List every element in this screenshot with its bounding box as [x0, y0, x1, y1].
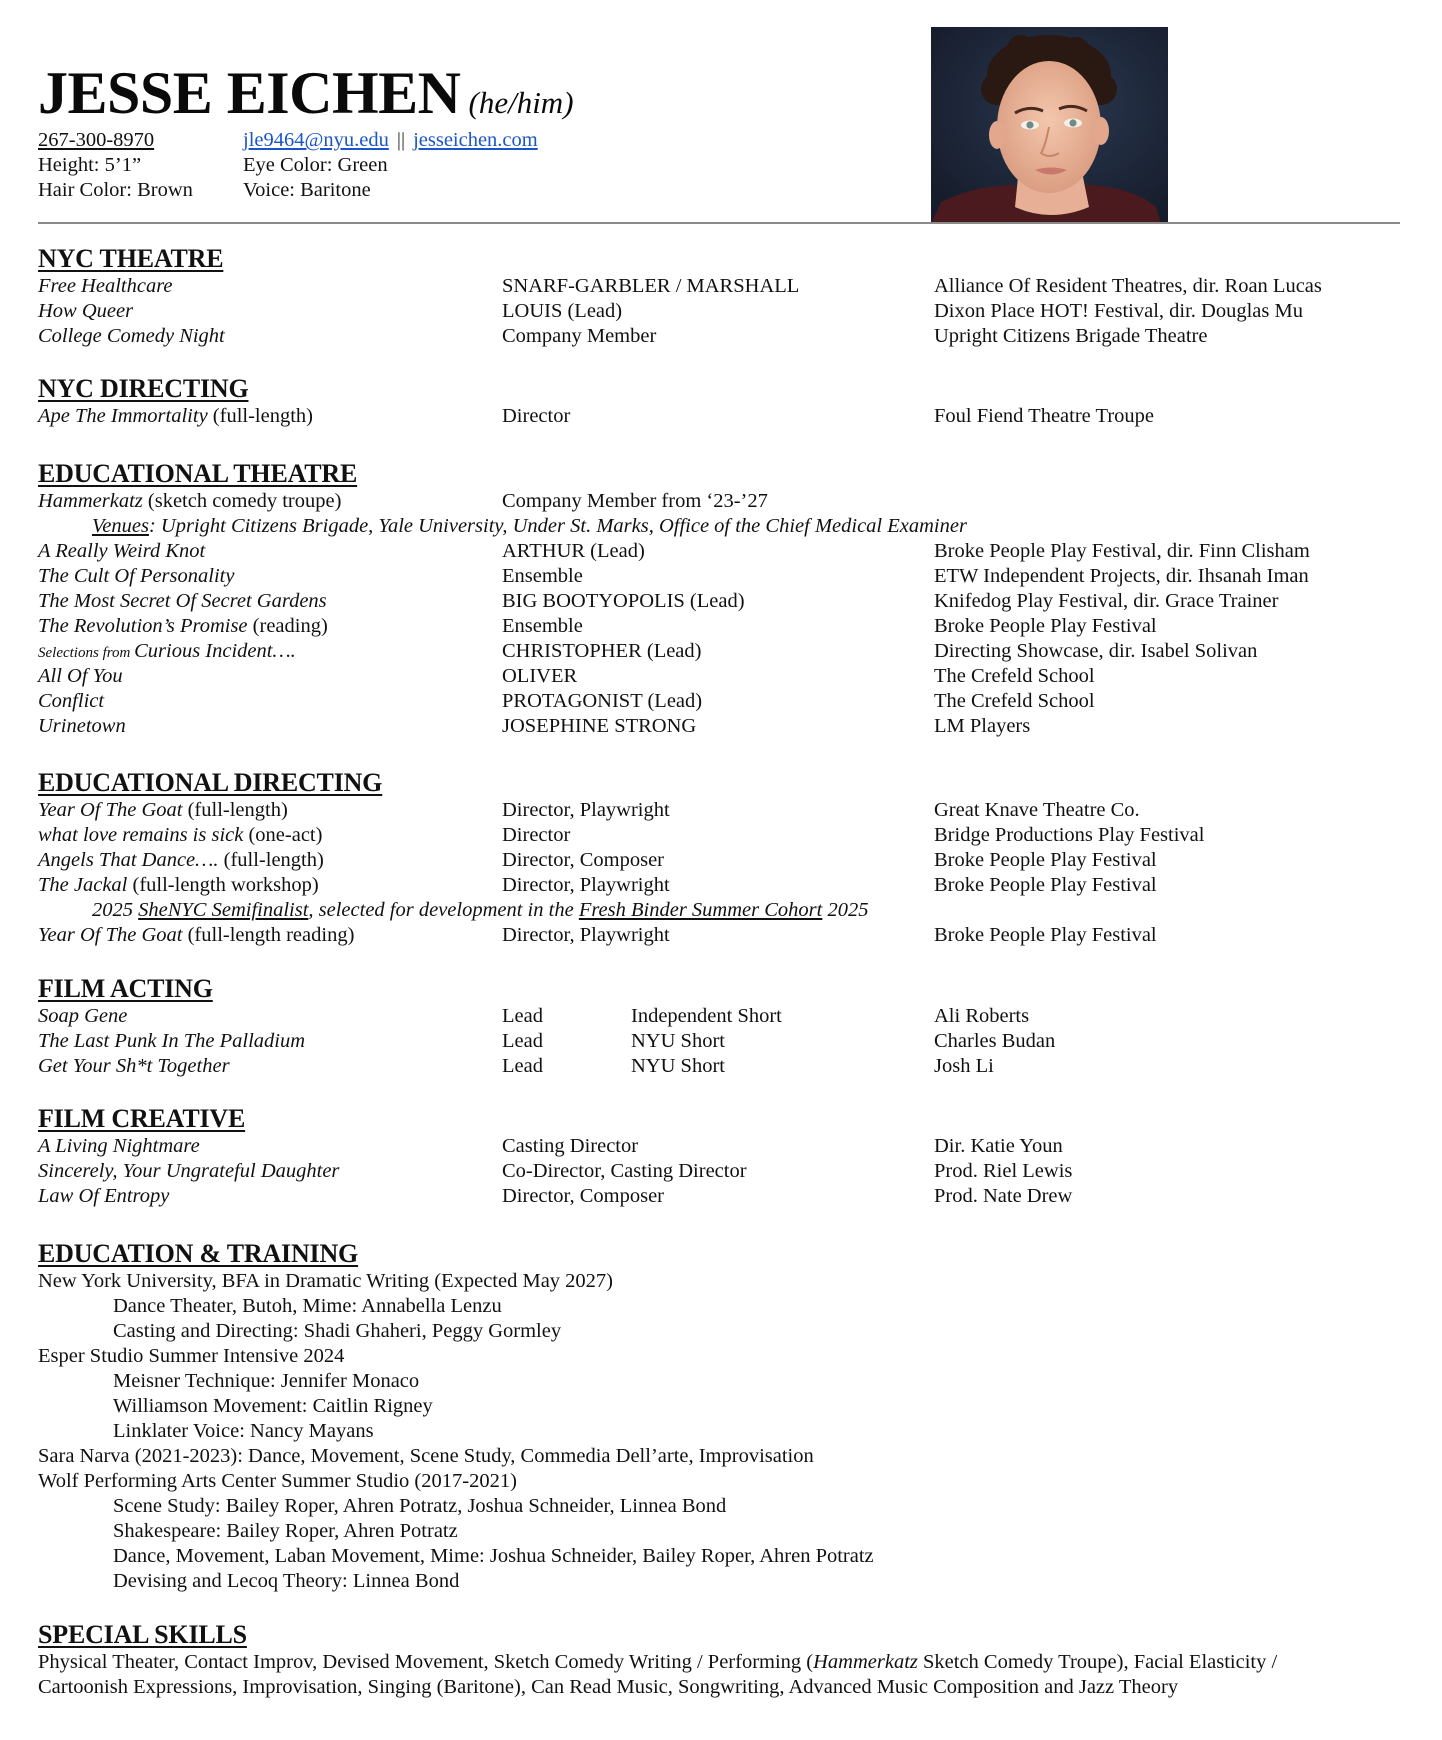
credit-title: All Of You — [38, 665, 123, 687]
credit-venue: Broke People Play Festival — [934, 615, 1157, 637]
credit-role: Company Member — [502, 325, 657, 347]
training-line: Shakespeare: Bailey Roper, Ahren Potratz — [113, 1520, 458, 1542]
credit-role: Director — [502, 405, 571, 427]
training-line: Linklater Voice: Nancy Mayans — [113, 1420, 374, 1442]
credit-role: Company Member from ‘23-’27 — [502, 490, 768, 512]
credit-format: (full-length) — [218, 849, 324, 871]
credit-role: Director, Playwright — [502, 799, 670, 821]
section-education-training — [38, 1239, 1418, 1594]
film-title: Get Your Sh*t Together — [38, 1055, 230, 1077]
film-type: NYU Short — [631, 1055, 725, 1077]
credit-venue: The Crefeld School — [934, 665, 1095, 687]
credit-role: Ensemble — [502, 565, 583, 587]
film-title: Soap Gene — [38, 1005, 128, 1027]
credit-row — [38, 639, 1418, 664]
film-credit: Prod. Riel Lewis — [934, 1160, 1073, 1182]
credit-title-cell — [38, 489, 341, 514]
shenyc-award: SheNYC Semifinalist — [138, 899, 309, 921]
credit-title: The Most Secret Of Secret Gardens — [38, 590, 327, 612]
credit-role: OLIVER — [502, 665, 578, 687]
credit-title: Angels That Dance…. — [38, 849, 219, 871]
credit-role: CHRISTOPHER (Lead) — [502, 640, 702, 662]
hair-color-stat: Hair Color: Brown — [38, 179, 193, 201]
credit-venue: Broke People Play Festival — [934, 924, 1157, 946]
credit-row — [38, 1159, 1418, 1184]
contact-column-left — [38, 128, 193, 203]
section-title: EDUCATIONAL DIRECTING — [38, 768, 383, 797]
skills-list: Sketch Comedy Troupe), Facial Elasticity / Cartoonish Expressions, Improvisation, Singing (Baritone), Can Read Music, Songwriting, Advanced Music Composition and Jazz Theory — [38, 1651, 1278, 1698]
credit-format: (full-length reading) — [182, 924, 355, 946]
credit-title-cell — [38, 639, 296, 666]
credit-venue: Foul Fiend Theatre Troupe — [934, 405, 1154, 427]
credit-row — [38, 873, 1418, 898]
credit-row — [38, 823, 1418, 848]
film-director: Josh Li — [934, 1055, 994, 1077]
credit-role: Director, Composer — [502, 849, 664, 871]
credit-role: PROTAGONIST (Lead) — [502, 690, 703, 712]
section-nyc-directing — [38, 374, 1418, 429]
credit-title: what love remains is sick — [38, 824, 244, 846]
height-stat: Height: 5’1” — [38, 154, 142, 176]
credit-row — [38, 714, 1418, 739]
credit-title: The Cult Of Personality — [38, 565, 235, 587]
credit-row — [38, 274, 1418, 299]
credit-venue: Broke People Play Festival, dir. Finn Clisham — [934, 540, 1310, 562]
film-role: Casting Director — [502, 1135, 639, 1157]
troupe-name: Hammerkatz — [813, 1651, 918, 1673]
credit-venue: Directing Showcase, dir. Isabel Solivan — [934, 640, 1258, 662]
credit-venue: Great Knave Theatre Co. — [934, 799, 1140, 821]
credit-row — [38, 589, 1418, 614]
credit-title: Conflict — [38, 690, 105, 712]
credit-role: Director, Playwright — [502, 874, 670, 896]
credit-title: The Revolution’s Promise — [38, 615, 248, 637]
film-role: Lead — [502, 1055, 543, 1077]
credit-row — [38, 1184, 1418, 1209]
film-type: NYU Short — [631, 1030, 725, 1052]
credit-row — [38, 1029, 1418, 1054]
film-credit: Dir. Katie Youn — [934, 1135, 1063, 1157]
credit-venue: Alliance Of Resident Theatres, dir. Roan Lucas — [934, 275, 1322, 297]
training-line: Meisner Technique: Jennifer Monaco — [113, 1370, 420, 1392]
credit-title: How Queer — [38, 300, 134, 322]
credit-title: The Jackal — [38, 874, 128, 896]
credit-role: Director — [502, 824, 571, 846]
credit-title-cell — [38, 798, 288, 823]
credit-row — [38, 324, 1418, 349]
eye-color-stat: Eye Color: Green — [243, 154, 388, 176]
credit-format: (sketch comedy troupe) — [142, 490, 342, 512]
film-director: Charles Budan — [934, 1030, 1056, 1052]
section-title: FILM ACTING — [38, 974, 213, 1003]
credit-venue: Dixon Place HOT! Festival, dir. Douglas Mu — [934, 300, 1303, 322]
film-role: Director, Composer — [502, 1185, 664, 1207]
resume-name — [38, 58, 574, 138]
note-text: 2025 — [92, 899, 139, 921]
credit-venue: ETW Independent Projects, dir. Ihsanah Iman — [934, 565, 1309, 587]
credit-title: A Really Weird Knot — [38, 540, 206, 562]
education-line: Sara Narva (2021-2023): Dance, Movement, Scene Study, Commedia Dell’arte, Improvisation — [38, 1445, 814, 1467]
section-title: NYC DIRECTING — [38, 374, 249, 403]
credit-venue: Knifedog Play Festival, dir. Grace Trainer — [934, 590, 1279, 612]
film-title: The Last Punk In The Palladium — [38, 1030, 306, 1052]
credit-role: SNARF-GARBLER / MARSHALL — [502, 275, 800, 297]
credit-row — [38, 539, 1418, 564]
film-director: Ali Roberts — [934, 1005, 1030, 1027]
credit-title-cell — [38, 823, 322, 848]
full-name: JESSE EICHEN — [38, 60, 461, 126]
credit-title: Year Of The Goat — [38, 799, 183, 821]
training-line: Casting and Directing: Shadi Ghaheri, Peggy Gormley — [113, 1320, 562, 1342]
credit-row — [38, 404, 1418, 429]
training-line: Scene Study: Bailey Roper, Ahren Potratz, Joshua Schneider, Linnea Bond — [113, 1495, 727, 1517]
headshot-photo — [931, 27, 1168, 224]
email-link[interactable]: jle9464@nyu.edu — [243, 129, 389, 151]
education-line: Wolf Performing Arts Center Summer Studio (2017-2021) — [38, 1470, 517, 1492]
film-title: Law Of Entropy — [38, 1185, 170, 1207]
pronouns: (he/him) — [468, 85, 574, 120]
venues-list: : Upright Citizens Brigade, Yale University, Under St. Marks, Office of the Chief Medical Examiner — [148, 515, 967, 537]
credit-title: Year Of The Goat — [38, 924, 183, 946]
credit-role: Ensemble — [502, 615, 583, 637]
credit-title: Free Healthcare — [38, 275, 173, 297]
headshot-image — [931, 27, 1168, 224]
venues-label: Venues — [92, 515, 149, 537]
credit-role: Director, Playwright — [502, 924, 670, 946]
credit-venue: Upright Citizens Brigade Theatre — [934, 325, 1208, 347]
film-credit: Prod. Nate Drew — [934, 1185, 1073, 1207]
credit-venue: The Crefeld School — [934, 690, 1095, 712]
credit-row — [38, 664, 1418, 689]
section-educational-theatre — [38, 459, 1418, 739]
film-role: Co-Director, Casting Director — [502, 1160, 747, 1182]
credit-venue: Broke People Play Festival — [934, 849, 1157, 871]
section-title: EDUCATION & TRAINING — [38, 1239, 359, 1268]
training-line: Dance, Movement, Laban Movement, Mime: Joshua Schneider, Bailey Roper, Ahren Potratz — [113, 1545, 874, 1567]
credit-prefix: Selections from — [38, 645, 135, 661]
credit-format: (one-act) — [243, 824, 323, 846]
section-film-acting — [38, 974, 1418, 1079]
fresh-binder-cohort: Fresh Binder Summer Cohort — [578, 899, 823, 921]
credit-title-cell — [38, 923, 354, 948]
film-type: Independent Short — [631, 1005, 782, 1027]
phone-number[interactable]: 267-300-8970 — [38, 129, 155, 151]
section-title: EDUCATIONAL THEATRE — [38, 459, 358, 488]
credit-row — [38, 689, 1418, 714]
credit-title: Hammerkatz — [38, 490, 143, 512]
contact-column-right — [243, 128, 538, 203]
credit-title-cell — [38, 848, 324, 873]
credit-venue: Bridge Productions Play Festival — [934, 824, 1205, 846]
credit-format: (full-length) — [207, 405, 313, 427]
credit-row — [38, 1134, 1418, 1159]
section-title: SPECIAL SKILLS — [38, 1620, 247, 1649]
credit-row — [38, 923, 1418, 948]
credit-row — [38, 1004, 1418, 1029]
credit-role: JOSEPHINE STRONG — [502, 715, 697, 737]
credit-format: (full-length) — [182, 799, 288, 821]
header-divider — [38, 222, 1400, 224]
note-text: 2025 — [822, 899, 869, 921]
training-line: Williamson Movement: Caitlin Rigney — [113, 1395, 433, 1417]
link-separator: || — [396, 129, 406, 151]
section-film-creative — [38, 1104, 1418, 1209]
credit-format: (full-length workshop) — [127, 874, 319, 896]
section-title: FILM CREATIVE — [38, 1104, 246, 1133]
education-line: Esper Studio Summer Intensive 2024 — [38, 1345, 345, 1367]
credit-title: Ape The Immortality — [38, 405, 208, 427]
voice-stat: Voice: Baritone — [243, 179, 371, 201]
skills-text — [38, 1650, 1368, 1700]
credit-row — [38, 848, 1418, 873]
credit-row — [38, 299, 1418, 324]
film-title: Sincerely, Your Ungrateful Daughter — [38, 1160, 340, 1182]
section-educational-directing — [38, 768, 1418, 948]
credit-title-cell — [38, 873, 319, 898]
film-role: Lead — [502, 1030, 543, 1052]
venues-note — [38, 514, 1418, 539]
credit-title-cell — [38, 614, 328, 639]
training-line: Devising and Lecoq Theory: Linnea Bond — [113, 1570, 460, 1592]
award-note — [38, 898, 1418, 923]
credit-title: College Comedy Night — [38, 325, 225, 347]
education-line: New York University, BFA in Dramatic Writing (Expected May 2027) — [38, 1270, 613, 1292]
section-nyc-theatre — [38, 244, 1418, 349]
note-text: , selected for development in the — [308, 899, 579, 921]
credit-venue: LM Players — [934, 715, 1031, 737]
skills-list: Physical Theater, Contact Improv, Devised Movement, Sketch Comedy Writing / Performing ( — [38, 1651, 814, 1673]
website-link[interactable]: jesseichen.com — [413, 129, 538, 151]
credit-row — [38, 798, 1418, 823]
credit-role: BIG BOOTYOPOLIS (Lead) — [502, 590, 745, 612]
credit-role: LOUIS (Lead) — [502, 300, 623, 322]
section-special-skills — [38, 1620, 1418, 1700]
film-role: Lead — [502, 1005, 543, 1027]
credit-row — [38, 489, 1418, 514]
credit-row — [38, 614, 1418, 639]
credit-role: ARTHUR (Lead) — [502, 540, 645, 562]
credit-title: Curious Incident…. — [134, 640, 296, 662]
film-title: A Living Nightmare — [38, 1135, 200, 1157]
credit-row — [38, 1054, 1418, 1079]
credit-row — [38, 564, 1418, 589]
section-title: NYC THEATRE — [38, 244, 224, 273]
credit-title-cell — [38, 404, 313, 429]
credit-title: Urinetown — [38, 715, 126, 737]
training-line: Dance Theater, Butoh, Mime: Annabella Lenzu — [113, 1295, 502, 1317]
credit-venue: Broke People Play Festival — [934, 874, 1157, 896]
credit-format: (reading) — [247, 615, 328, 637]
